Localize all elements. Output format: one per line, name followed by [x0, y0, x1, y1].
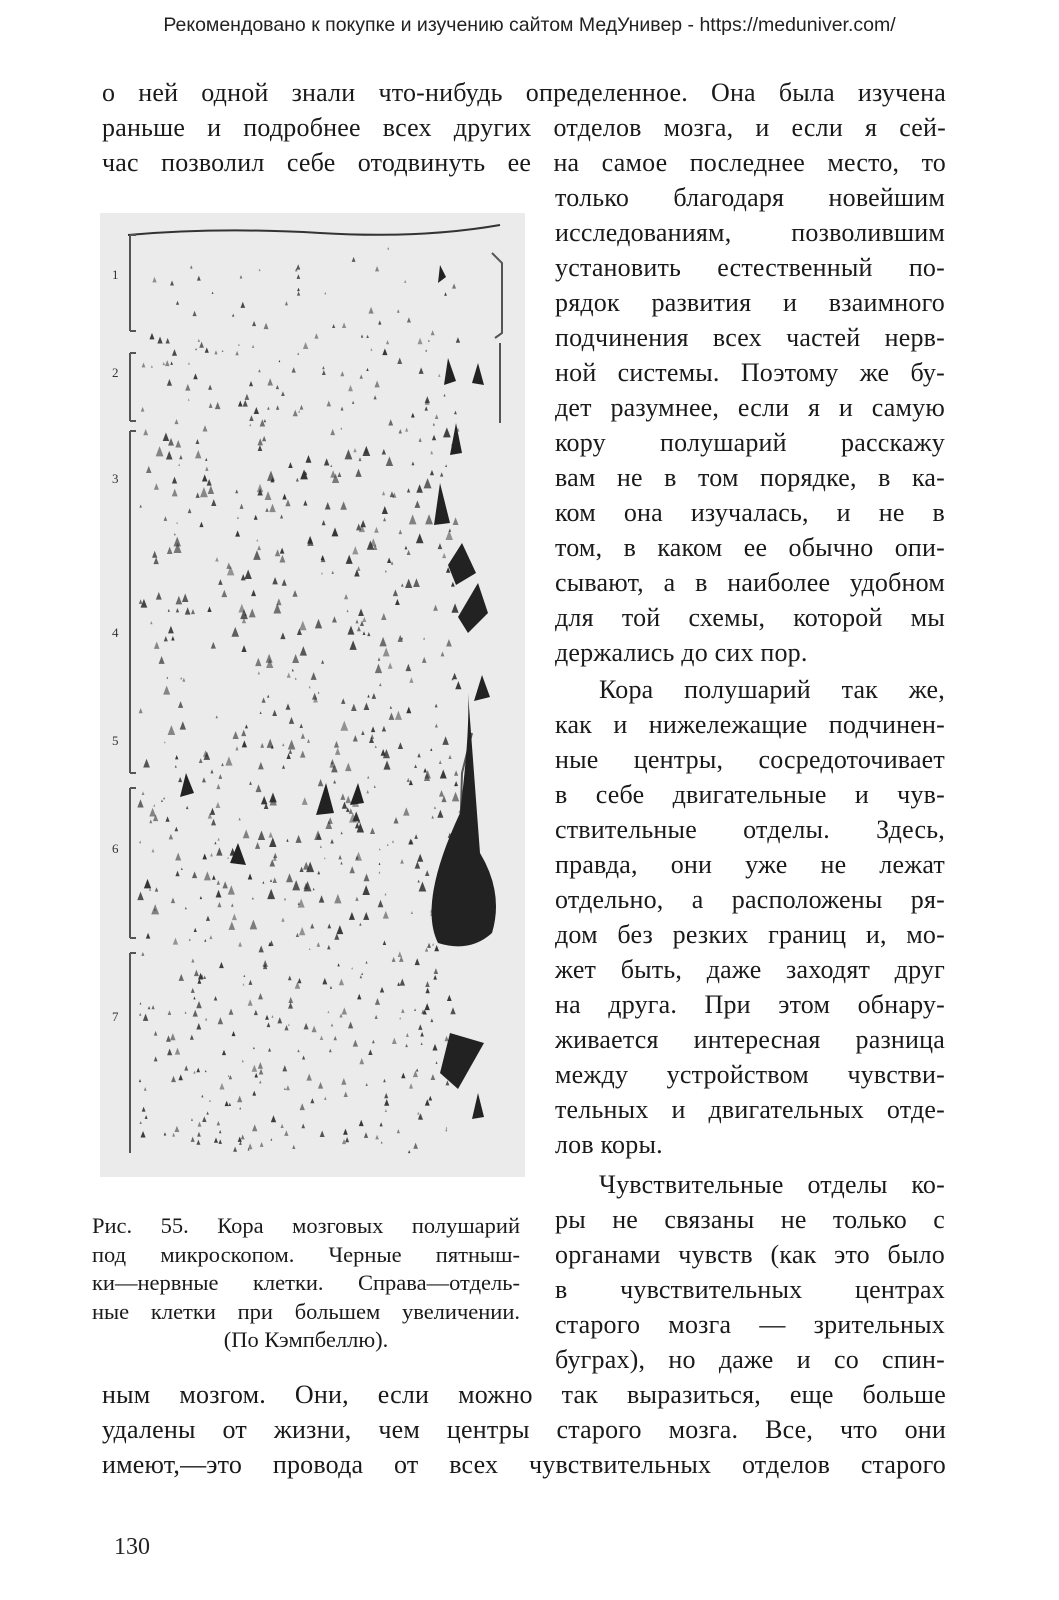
text-line: дом без резких границ и, мо-: [555, 920, 945, 949]
text-line: отдельно, а расположены ря-: [555, 885, 945, 914]
text-line: для той схемы, которой мы: [555, 603, 945, 632]
caption-line: ки—нервные клетки. Справа—отдель-: [92, 1270, 520, 1295]
caption-line: ные клетки при большем увеличении.: [92, 1298, 520, 1324]
text-line: час позволил себе отодвинуть ее на самое последнее место, то: [102, 148, 946, 177]
layer-label: 1: [112, 267, 119, 282]
caption-line: (По Кэмпбеллю).: [223, 1327, 389, 1352]
layer-label: 4: [112, 625, 119, 640]
text-line: буграх), но даже и со спин-: [555, 1345, 945, 1374]
text-line: правда, они уже не лежат: [555, 850, 945, 879]
text-line: тельных и двигательных отде-: [555, 1095, 945, 1124]
cortex-micrograph: [100, 213, 525, 1177]
text-line: в себе двигательные и чув-: [555, 780, 945, 809]
page-number: 130: [114, 1534, 150, 1560]
text-line: органами чувств (как это было: [555, 1240, 945, 1269]
layer-label: 5: [112, 733, 119, 748]
text-line: раньше и подробнее всех других отделов мозга, и если я сей-: [102, 113, 946, 142]
text-line: старого мозга — зрительных: [555, 1310, 945, 1339]
watermark: Рекомендовано к покупке и изучению сайтом МедУнивер - https://meduniver.com/: [163, 14, 896, 36]
text-line: ной системы. Поэтому же бу-: [555, 358, 945, 387]
layer-label: 3: [112, 471, 119, 486]
text-line: на друга. При этом обнару-: [555, 990, 945, 1019]
text-line: кору полушарий расскажу: [555, 428, 945, 457]
figure-caption: [92, 1212, 520, 1355]
paragraph-first-line: Чувствительные отделы ко-: [599, 1170, 945, 1199]
text-line: между устройством чувстви-: [555, 1060, 945, 1089]
caption-line: под микроскопом. Черные пятныш-: [92, 1241, 520, 1267]
text-line: ные центры, сосредоточивает: [555, 745, 945, 774]
text-line: подчинения всех частей нерв-: [555, 323, 945, 352]
text-line: ком она изучалась, и не в: [555, 498, 945, 527]
text-line: только благодаря новейшим: [555, 183, 945, 212]
text-line: жет быть, даже заходят друг: [555, 955, 945, 984]
layer-label: 2: [112, 365, 119, 380]
text-line: исследованиям, позволившим: [555, 218, 945, 247]
text-line: том, в каком ее обычно опи-: [555, 533, 945, 562]
text-line: ным мозгом. Они, если можно так выразиться, еще больше: [102, 1380, 946, 1409]
text-line: имеют,—это провода от всех чувствительных отделов старого: [102, 1450, 946, 1479]
cortex-micrograph-drawing: [100, 213, 525, 1177]
layer-label: 7: [112, 1009, 119, 1024]
text-line: сывают, а в наиболее удобном: [555, 568, 945, 597]
text-line: рядок развития и взаимного: [555, 288, 945, 317]
text-line: держались до сих пор.: [555, 638, 808, 667]
text-line: о ней одной знали что-нибудь определенное. Она была изучена: [102, 78, 946, 107]
text-line: в чувствительных центрах: [555, 1275, 945, 1304]
text-line: лов коры.: [555, 1130, 663, 1159]
layer-label: 6: [112, 841, 119, 856]
text-line: как и нижележащие подчинен-: [555, 710, 945, 739]
text-line: ствительные отделы. Здесь,: [555, 815, 945, 844]
text-line: ры не связаны не только с: [555, 1205, 945, 1234]
text-line: удалены от жизни, чем центры старого мозга. Все, что они: [102, 1415, 946, 1444]
text-line: живается интересная разница: [555, 1025, 945, 1054]
text-line: вам не в том порядке, в ка-: [555, 463, 945, 492]
caption-line: Рис. 55. Кора мозговых полушарий: [92, 1213, 520, 1238]
text-line: установить естественный по-: [555, 253, 945, 282]
paragraph-first-line: Кора полушарий так же,: [599, 675, 945, 704]
text-line: дет разумнее, если я и самую: [555, 393, 945, 422]
